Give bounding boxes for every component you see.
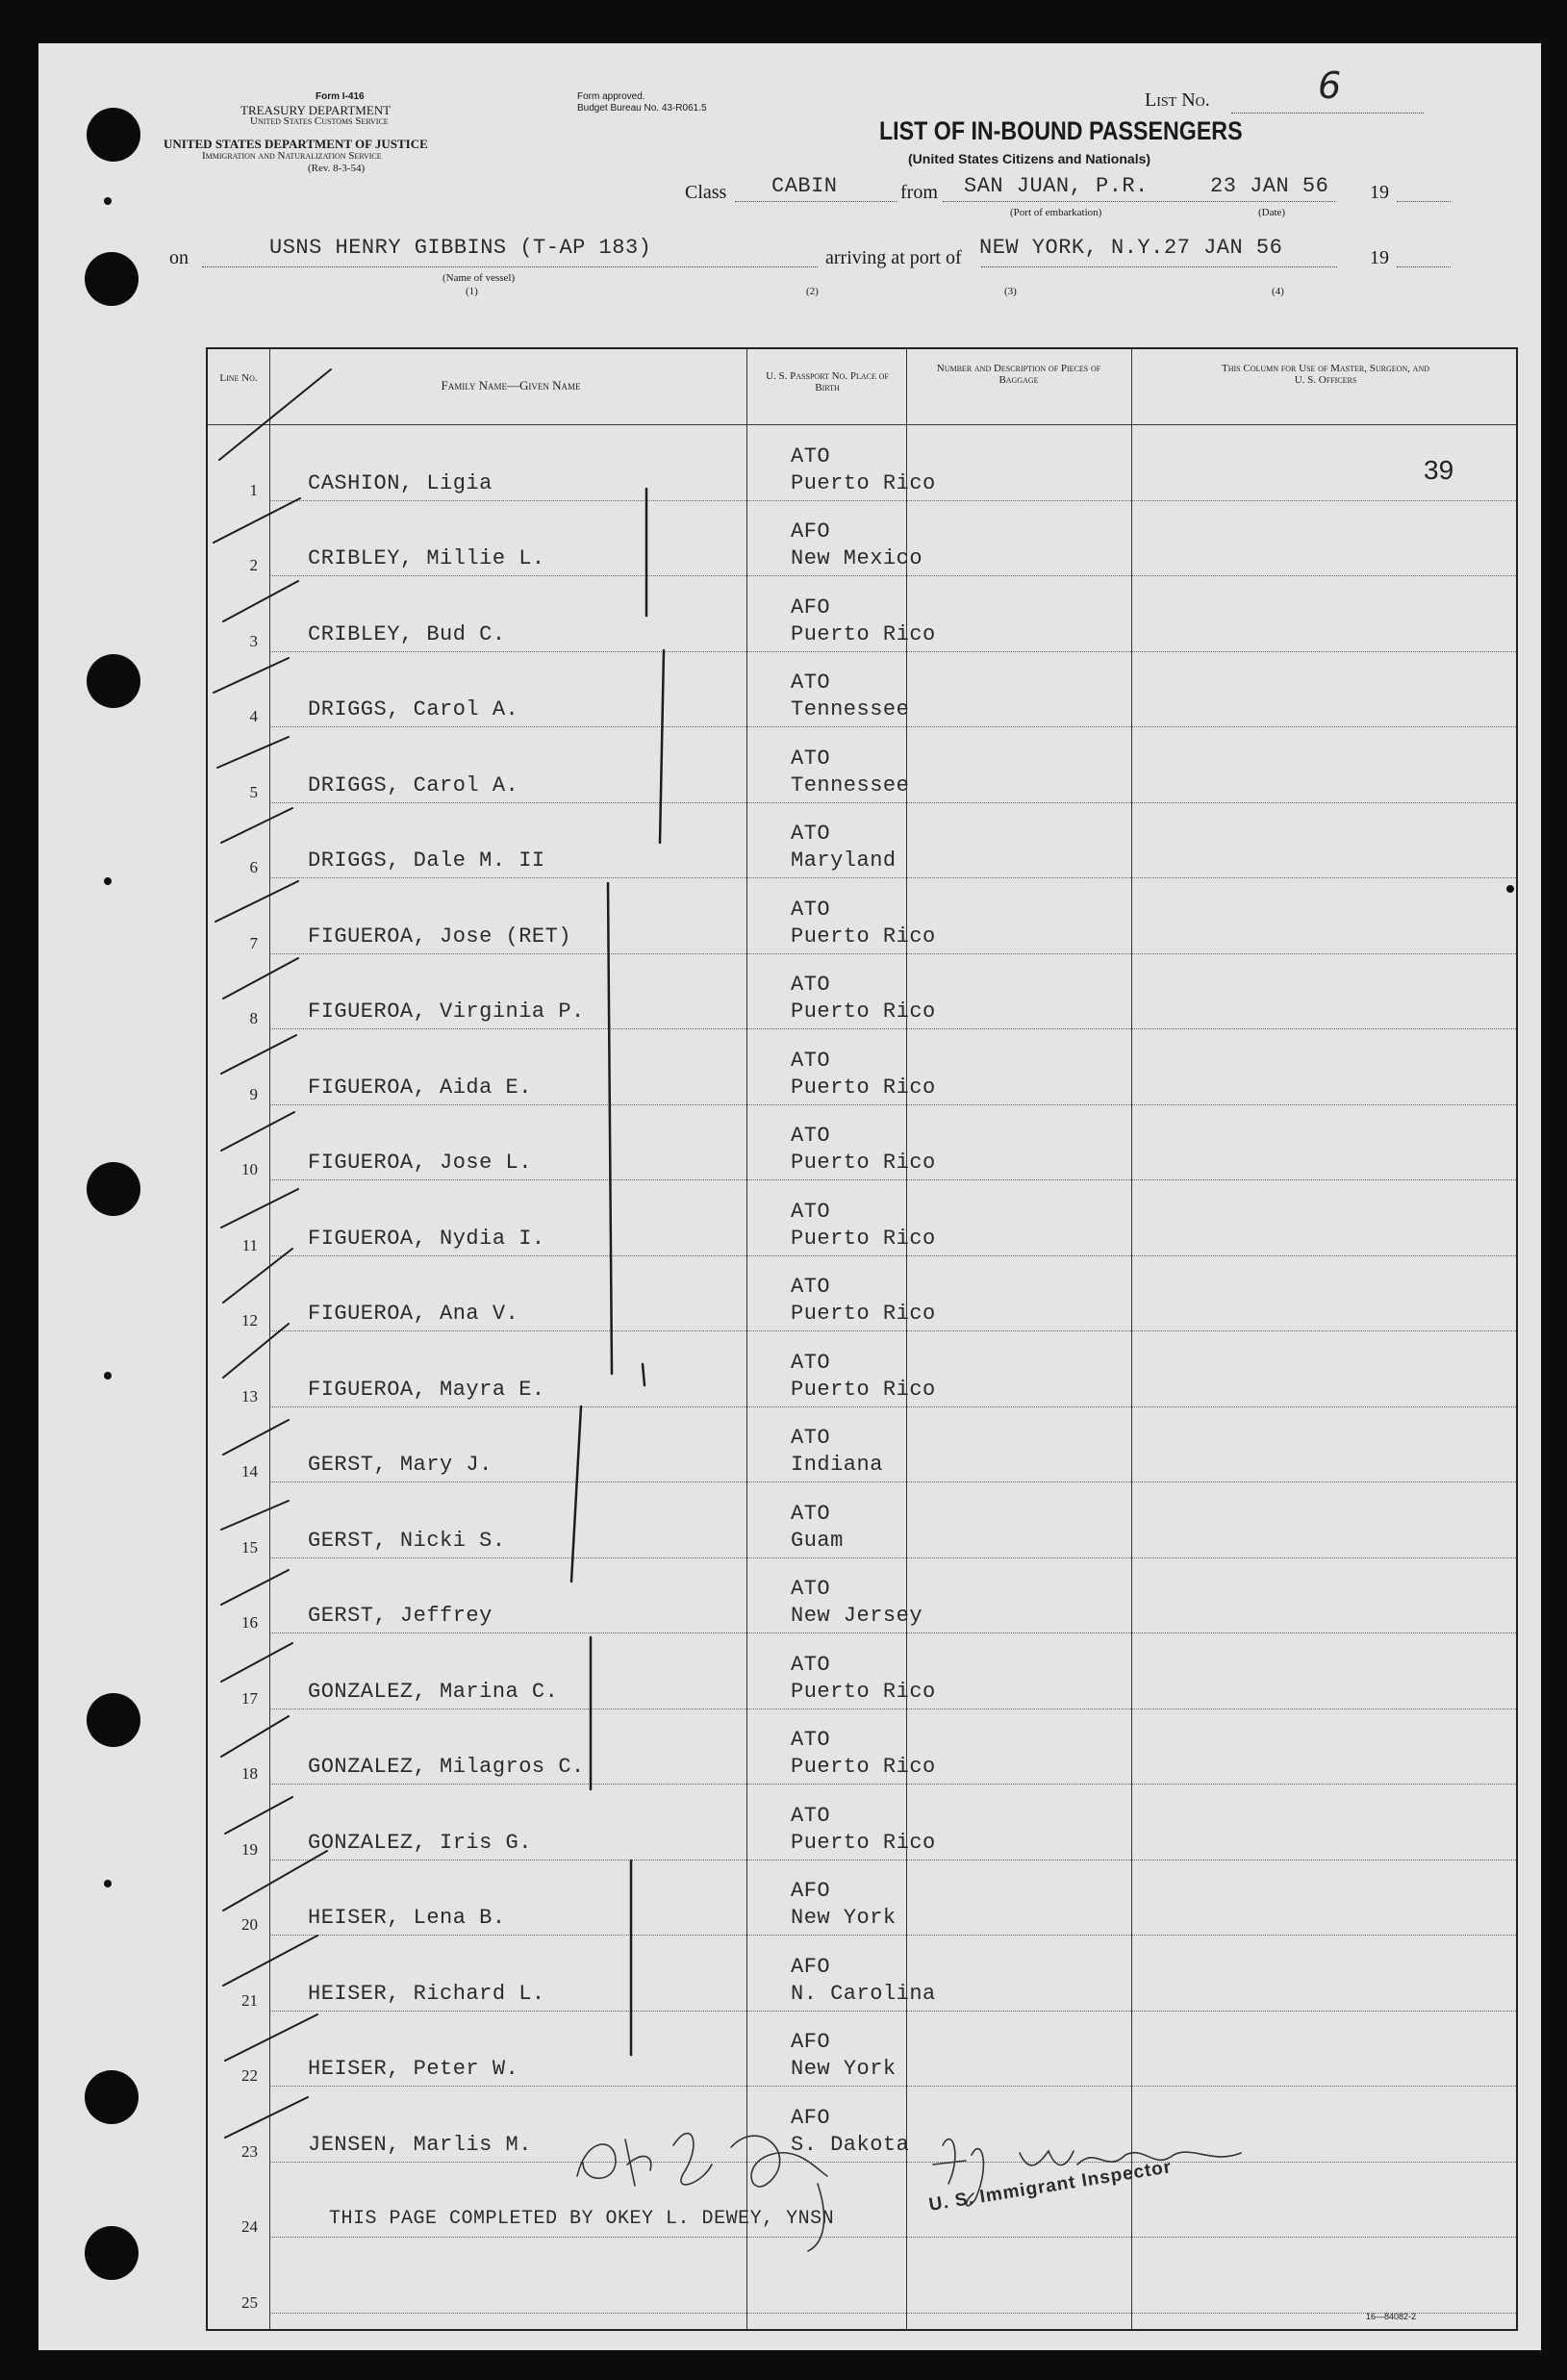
place-of-birth: Puerto Rico <box>791 1302 936 1326</box>
passport-code: ATO <box>791 1501 831 1526</box>
class-label: Class <box>685 182 727 203</box>
form-code: 16—84082-2 <box>1366 2312 1417 2321</box>
passport-code: ATO <box>791 822 831 846</box>
line-number: 24 <box>241 2217 258 2236</box>
passenger-name: CRIBLEY, Millie L. <box>308 546 545 570</box>
col-cap-3: (3) <box>1004 286 1017 297</box>
page-subtitle: (United States Citizens and Nationals) <box>908 151 1151 166</box>
list-no-label: List No. <box>1145 89 1210 111</box>
passport-code: ATO <box>791 443 831 468</box>
passport-code: ATO <box>791 1350 831 1375</box>
line-number: 18 <box>241 1764 258 1783</box>
passenger-name: CRIBLEY, Bud C. <box>308 621 506 646</box>
place-of-birth: Puerto Rico <box>791 1000 936 1024</box>
place-of-birth: Puerto Rico <box>791 924 936 949</box>
passenger-name: FIGUEROA, Aida E. <box>308 1075 532 1100</box>
port-embarkation-caption: (Port of embarkation) <box>1010 207 1102 218</box>
signature-dewey <box>577 2134 827 2251</box>
place-of-birth: Puerto Rico <box>791 1755 936 1779</box>
line-number: 25 <box>241 2292 258 2312</box>
line-number: 20 <box>241 1915 258 1934</box>
embarkation-date: 23 JAN 56 <box>1210 174 1329 198</box>
passport-code: ATO <box>791 1124 831 1148</box>
passport-code: AFO <box>791 2030 831 2054</box>
line-number: 16 <box>241 1613 258 1632</box>
place-of-birth: Puerto Rico <box>791 1679 936 1704</box>
passport-code: ATO <box>791 1275 831 1299</box>
passenger-name: GERST, Mary J. <box>308 1453 493 1477</box>
list-no-value: 6 <box>1318 64 1342 107</box>
passport-code: ATO <box>791 1652 831 1677</box>
inspector-stamp: U. S. Immigrant Inspector <box>927 2157 1174 2215</box>
passport-code: AFO <box>791 1954 831 1979</box>
justice-dept: UNITED STATES DEPARTMENT OF JUSTICE <box>164 137 428 151</box>
passport-code: ATO <box>791 1577 831 1601</box>
place-of-birth: Puerto Rico <box>791 1377 936 1402</box>
page-title: LIST OF IN-BOUND PASSENGERS <box>879 116 1243 145</box>
passenger-name: FIGUEROA, Jose L. <box>308 1151 532 1175</box>
passport-code: ATO <box>791 897 831 922</box>
arriving-label: arriving at port of <box>825 247 962 268</box>
place-of-birth: Tennessee <box>791 772 910 798</box>
budget-bureau: Budget Bureau No. 43-R061.5 <box>577 103 707 114</box>
line-number: 3 <box>249 631 258 650</box>
place-of-birth: Puerto Rico <box>791 1226 936 1251</box>
line-number: 21 <box>241 1990 258 2010</box>
header-passport: U. S. Passport No. Place of Birth <box>766 370 889 393</box>
place-of-birth: Indiana <box>791 1453 883 1477</box>
place-of-birth: New Jersey <box>791 1604 923 1628</box>
passenger-name: HEISER, Lena B. <box>308 1906 506 1930</box>
arrival-date: 27 JAN 56 <box>1164 236 1283 260</box>
passenger-name: FIGUEROA, Virginia P. <box>308 1000 585 1024</box>
form-approved: Form approved. <box>577 91 645 102</box>
col-cap-1: (1) <box>466 286 478 297</box>
vessel-caption: (Name of vessel) <box>442 272 516 284</box>
line-number: 11 <box>241 1235 258 1254</box>
place-of-birth: New Mexico <box>791 546 923 570</box>
header-baggage: Number and Description of Pieces of Baggage <box>936 363 1101 386</box>
place-of-birth: New York <box>791 1906 897 1930</box>
passenger-name: DRIGGS, Carol A. <box>308 697 519 722</box>
passenger-name: DRIGGS, Dale M. II <box>308 848 545 873</box>
line-number: 4 <box>249 707 258 725</box>
line-number: 23 <box>241 2141 258 2161</box>
line-number: 13 <box>241 1386 258 1405</box>
passenger-name: CASHION, Ligia <box>308 470 493 495</box>
passenger-name: GONZALEZ, Iris G. <box>308 1830 532 1855</box>
line-number: 15 <box>241 1537 258 1557</box>
passenger-name: THIS PAGE COMPLETED BY OKEY L. DEWEY, YNSN <box>329 2208 835 2230</box>
line-number: 19 <box>241 1839 258 1859</box>
line-number: 6 <box>249 858 258 876</box>
form-number: Form I-416 <box>316 91 365 102</box>
passenger-name: FIGUEROA, Ana V. <box>308 1302 519 1326</box>
from-label: from <box>900 182 938 203</box>
passenger-name: FIGUEROA, Nydia I. <box>308 1226 545 1251</box>
passenger-name: GONZALEZ, Milagros C. <box>308 1755 585 1779</box>
passport-code: ATO <box>791 1199 831 1224</box>
passenger-name: FIGUEROA, Mayra E. <box>308 1377 545 1402</box>
place-of-birth: Guam <box>791 1528 844 1553</box>
place-of-birth: Puerto Rico <box>791 1075 936 1100</box>
treasury-dept: TREASURY DEPARTMENT <box>240 103 392 117</box>
immigration-service: Immigration and Naturalization Service <box>202 150 382 162</box>
line-number: 22 <box>241 2066 258 2085</box>
header-officers: This Column for Use of Master, Surgeon, and U. S. Officers <box>1222 363 1429 386</box>
passenger-name: JENSEN, Marlis M. <box>308 2132 532 2157</box>
passenger-name: GERST, Jeffrey <box>308 1604 493 1628</box>
passport-code: ATO <box>791 746 831 771</box>
passenger-name: DRIGGS, Carol A. <box>308 772 519 798</box>
place-of-birth: New York <box>791 2057 897 2081</box>
line-number: 9 <box>249 1084 258 1103</box>
line-number: 2 <box>249 556 258 574</box>
line-number: 8 <box>249 1009 258 1027</box>
header-name: Family Name—Given Name <box>441 378 581 392</box>
class-value: CABIN <box>771 174 838 198</box>
header-line-no: Line No. <box>219 372 258 384</box>
passport-code: ATO <box>791 1728 831 1752</box>
place-of-birth: S. Dakota <box>791 2132 910 2157</box>
place-of-birth: Puerto Rico <box>791 1151 936 1175</box>
line-number: 12 <box>241 1311 258 1329</box>
place-of-birth: N. Carolina <box>791 1981 936 2006</box>
passport-code: AFO <box>791 1879 831 1903</box>
year-prefix-2: 19 <box>1370 247 1389 268</box>
line-number: 10 <box>241 1160 258 1178</box>
passenger-name: FIGUEROA, Jose (RET) <box>308 924 572 949</box>
passport-code: AFO <box>791 519 831 544</box>
passenger-name: GERST, Nicki S. <box>308 1528 506 1553</box>
passport-code: ATO <box>791 671 831 695</box>
year-prefix-1: 19 <box>1370 182 1389 203</box>
port-embarkation: SAN JUAN, P.R. <box>964 174 1149 198</box>
arrival-port: NEW YORK, N.Y. <box>979 236 1164 260</box>
place-of-birth: Puerto Rico <box>791 470 936 495</box>
line-number: 1 <box>249 480 258 499</box>
passenger-name: HEISER, Peter W. <box>308 2057 519 2081</box>
passport-code: AFO <box>791 595 831 620</box>
line-number: 5 <box>249 782 258 801</box>
revision: (Rev. 8-3-54) <box>308 163 366 174</box>
passenger-name: HEISER, Richard L. <box>308 1981 545 2006</box>
passport-code: AFO <box>791 2105 831 2130</box>
col-cap-2: (2) <box>806 286 819 297</box>
customs-service: United States Customs Service <box>250 115 389 127</box>
date-caption: (Date) <box>1258 207 1286 218</box>
place-of-birth: Puerto Rico <box>791 1830 936 1855</box>
line-number: 14 <box>241 1462 258 1481</box>
passenger-name: GONZALEZ, Marina C. <box>308 1679 559 1704</box>
vessel-name: USNS HENRY GIBBINS (T-AP 183) <box>269 236 652 260</box>
passport-code: ATO <box>791 1048 831 1073</box>
line-number: 17 <box>241 1688 258 1708</box>
passport-code: ATO <box>791 1426 831 1450</box>
place-of-birth: Maryland <box>791 848 897 873</box>
passport-code: ATO <box>791 1803 831 1828</box>
line-number: 7 <box>249 933 258 952</box>
passport-code: ATO <box>791 973 831 997</box>
place-of-birth: Tennessee <box>791 697 910 722</box>
officer-count: 39 <box>1424 455 1454 485</box>
check-marks <box>214 369 331 2138</box>
on-label: on <box>169 247 189 268</box>
place-of-birth: Puerto Rico <box>791 621 936 646</box>
col-cap-4: (4) <box>1272 286 1284 297</box>
